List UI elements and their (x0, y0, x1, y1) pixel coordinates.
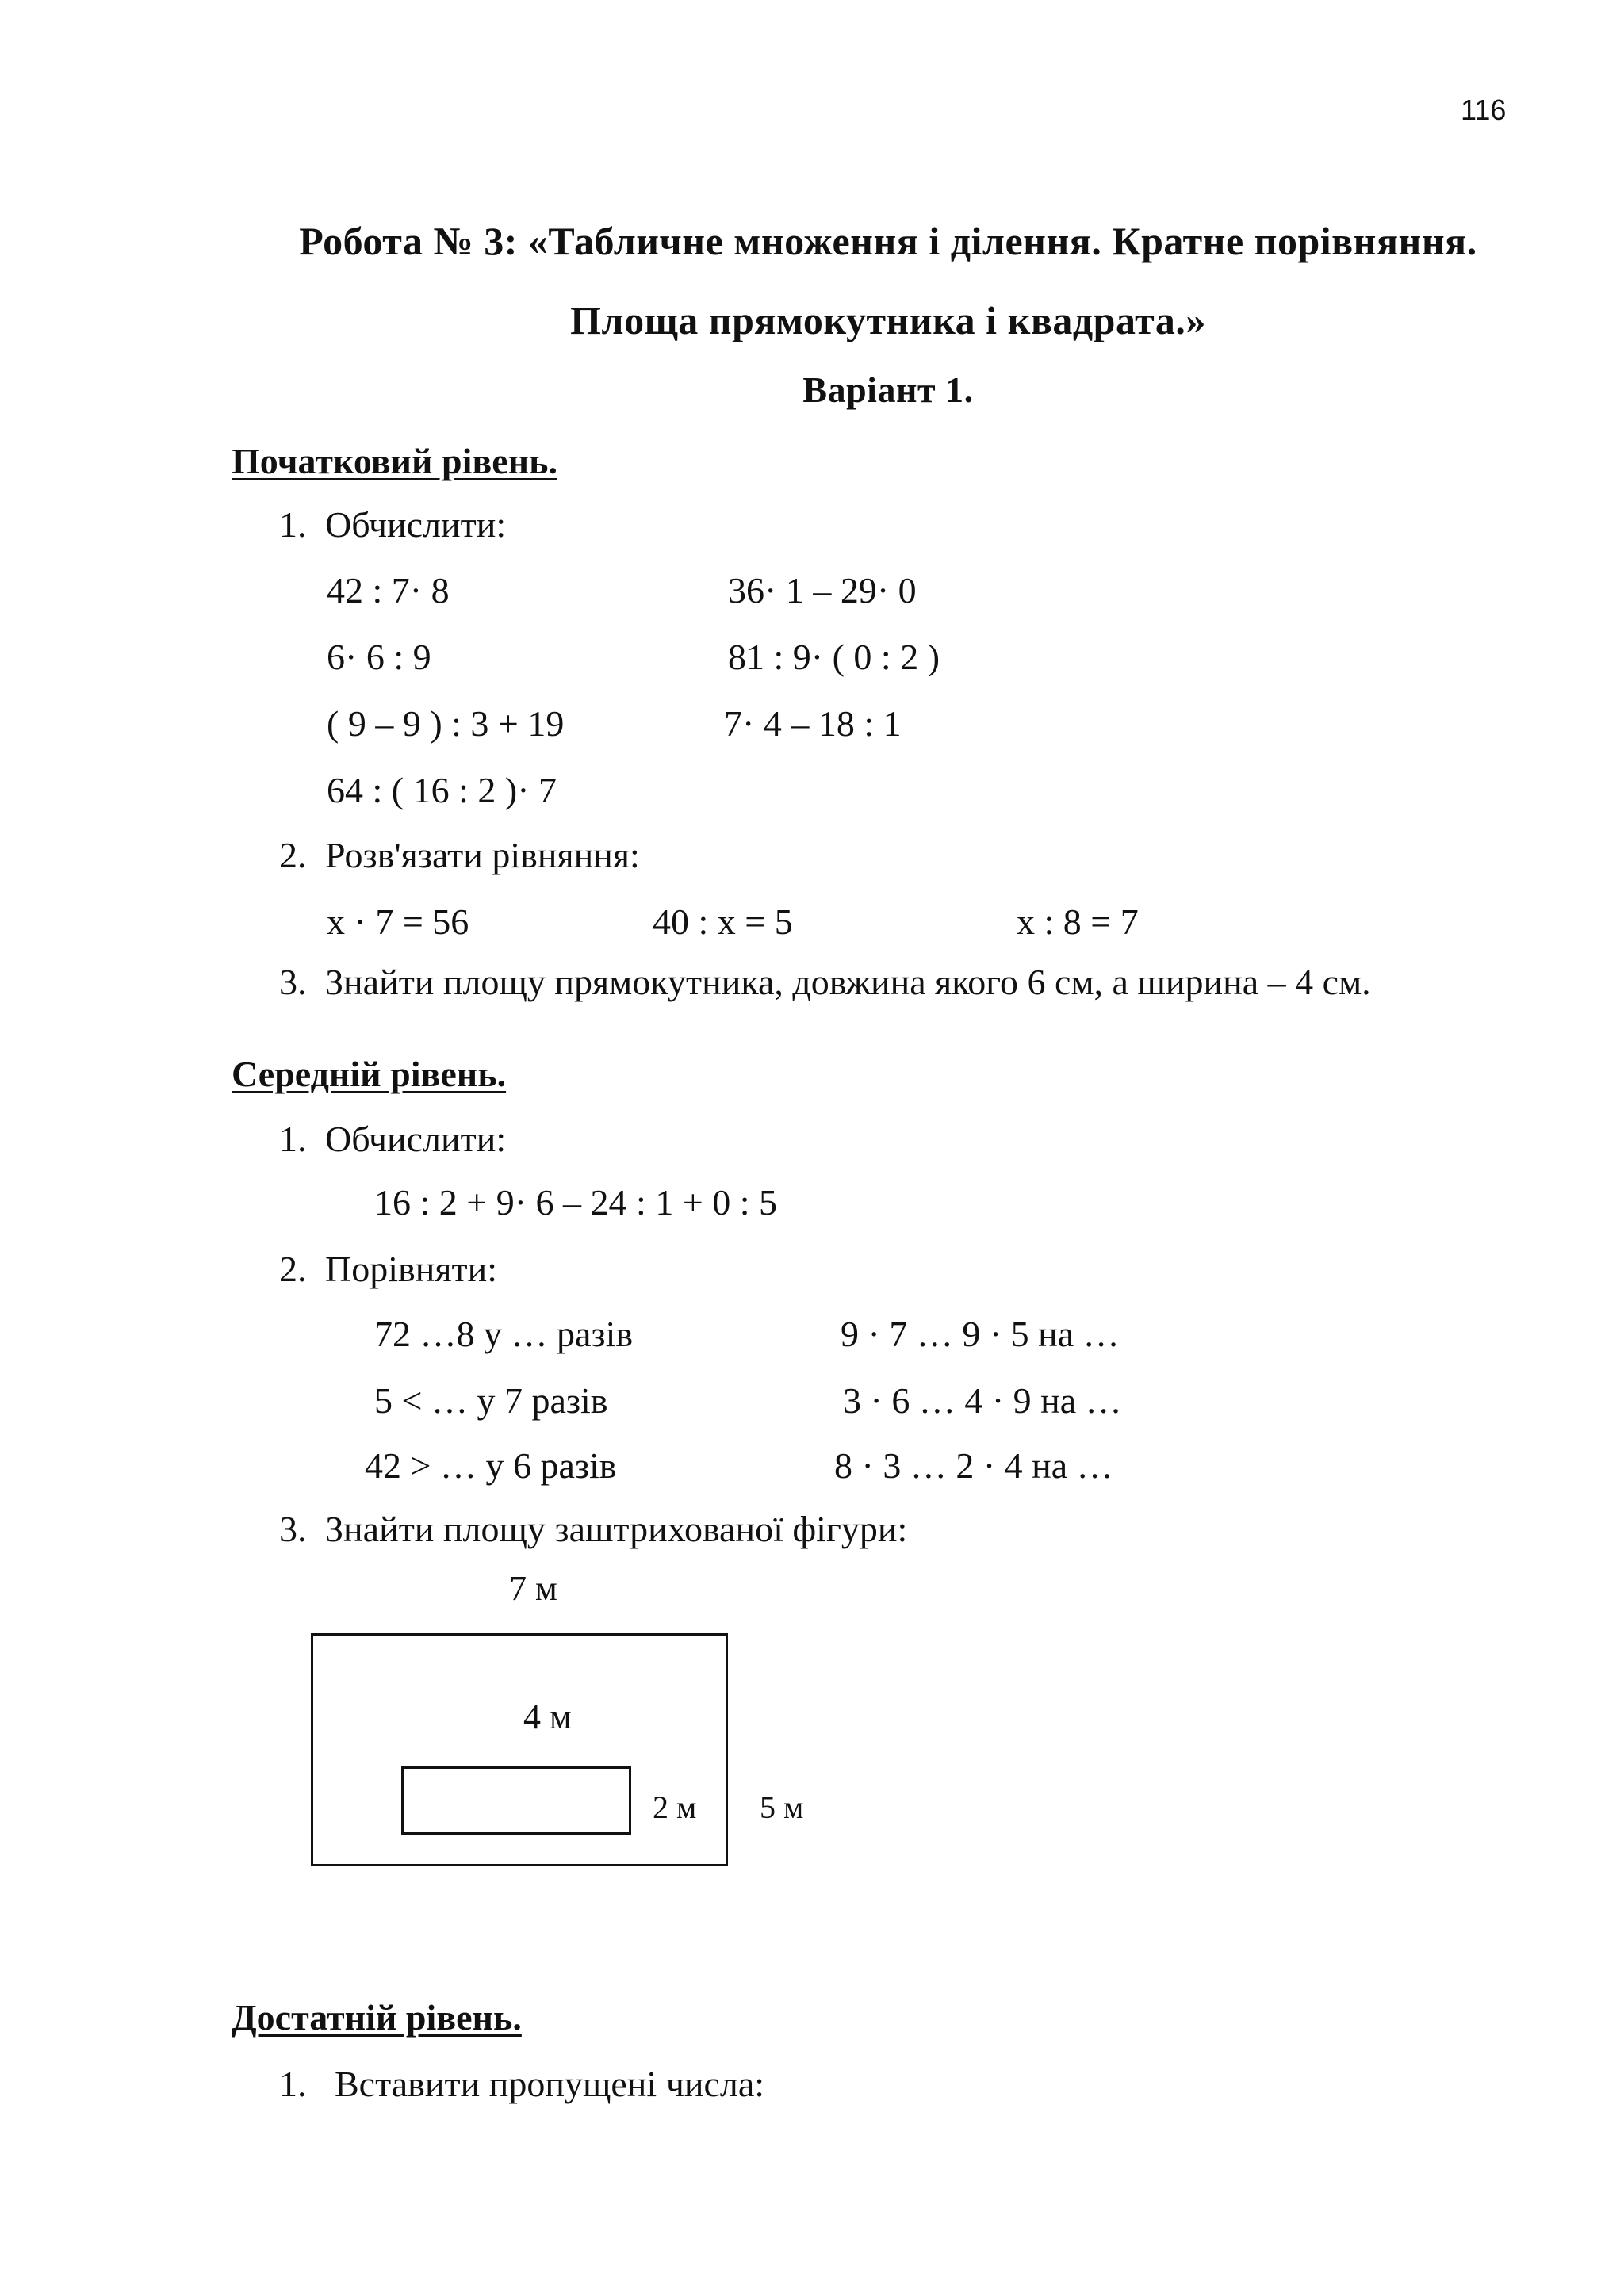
inner-height-label: 2 м (653, 1789, 697, 1825)
outer-height-label: 5 м (760, 1789, 804, 1825)
task-label: Порівняти: (325, 1249, 497, 1289)
task-label: Знайти площу прямокутника, довжина якого 6 см, а ширина – 4 см. (325, 962, 1371, 1002)
task-number: 3. (279, 962, 307, 1002)
comparison: 3 · 6 … 4 · 9 на … (843, 1380, 1122, 1421)
task-number: 2. (279, 835, 307, 875)
equation: x · 7 = 56 (327, 901, 469, 942)
expression: 81 : 9· ( 0 : 2 ) (728, 637, 940, 677)
expression: ( 9 – 9 ) : 3 + 19 (327, 703, 565, 744)
inner-rectangle (401, 1766, 631, 1835)
comparison: 8 · 3 … 2 · 4 на … (834, 1445, 1113, 1486)
comparison: 72 …8 у … разів (374, 1314, 634, 1354)
task-number: 1. (279, 504, 307, 545)
task-label: Знайти площу заштрихованої фігури: (325, 1509, 908, 1549)
page-number: 116 (1461, 94, 1507, 126)
task-number: 2. (279, 1249, 307, 1289)
section-heading-middle: Середній рівень. (232, 1054, 507, 1094)
expression: 7· 4 – 18 : 1 (724, 703, 902, 744)
expression: 42 : 7· 8 (327, 570, 450, 610)
expression: 6· 6 : 9 (327, 637, 431, 677)
task-number: 1. (279, 1119, 307, 1159)
task-label: Обчислити: (325, 1119, 507, 1159)
task-label: Розв'язати рівняння: (325, 835, 640, 875)
comparison: 42 > … у 6 разів (365, 1445, 617, 1486)
comparison: 5 < … у 7 разів (374, 1380, 608, 1421)
title-line-1: Робота № 3: «Табличне множення і ділення. Кратне порівняння. (299, 219, 1477, 263)
section-heading-sufficient: Достатній рівень. (232, 1997, 522, 2038)
title-line-2: Площа прямокутника і квадрата.» (570, 298, 1206, 342)
expression: 16 : 2 + 9· 6 – 24 : 1 + 0 : 5 (374, 1182, 778, 1223)
task-label: Обчислити: (325, 504, 507, 545)
equation: x : 8 = 7 (1017, 901, 1139, 942)
expression: 64 : ( 16 : 2 )· 7 (327, 770, 557, 810)
outer-width-label: 7 м (509, 1569, 557, 1608)
expression: 36· 1 – 29· 0 (728, 570, 917, 610)
equation: 40 : x = 5 (653, 901, 793, 942)
comparison: 9 · 7 … 9 · 5 на … (841, 1314, 1120, 1354)
task-label: Вставити пропущені числа: (335, 2064, 765, 2104)
task-number: 3. (279, 1509, 307, 1549)
section-heading-initial: Початковий рівень. (232, 441, 557, 481)
variant-title: Варіант 1. (802, 369, 974, 410)
task-number: 1. (279, 2064, 307, 2104)
inner-width-label: 4 м (523, 1697, 572, 1736)
